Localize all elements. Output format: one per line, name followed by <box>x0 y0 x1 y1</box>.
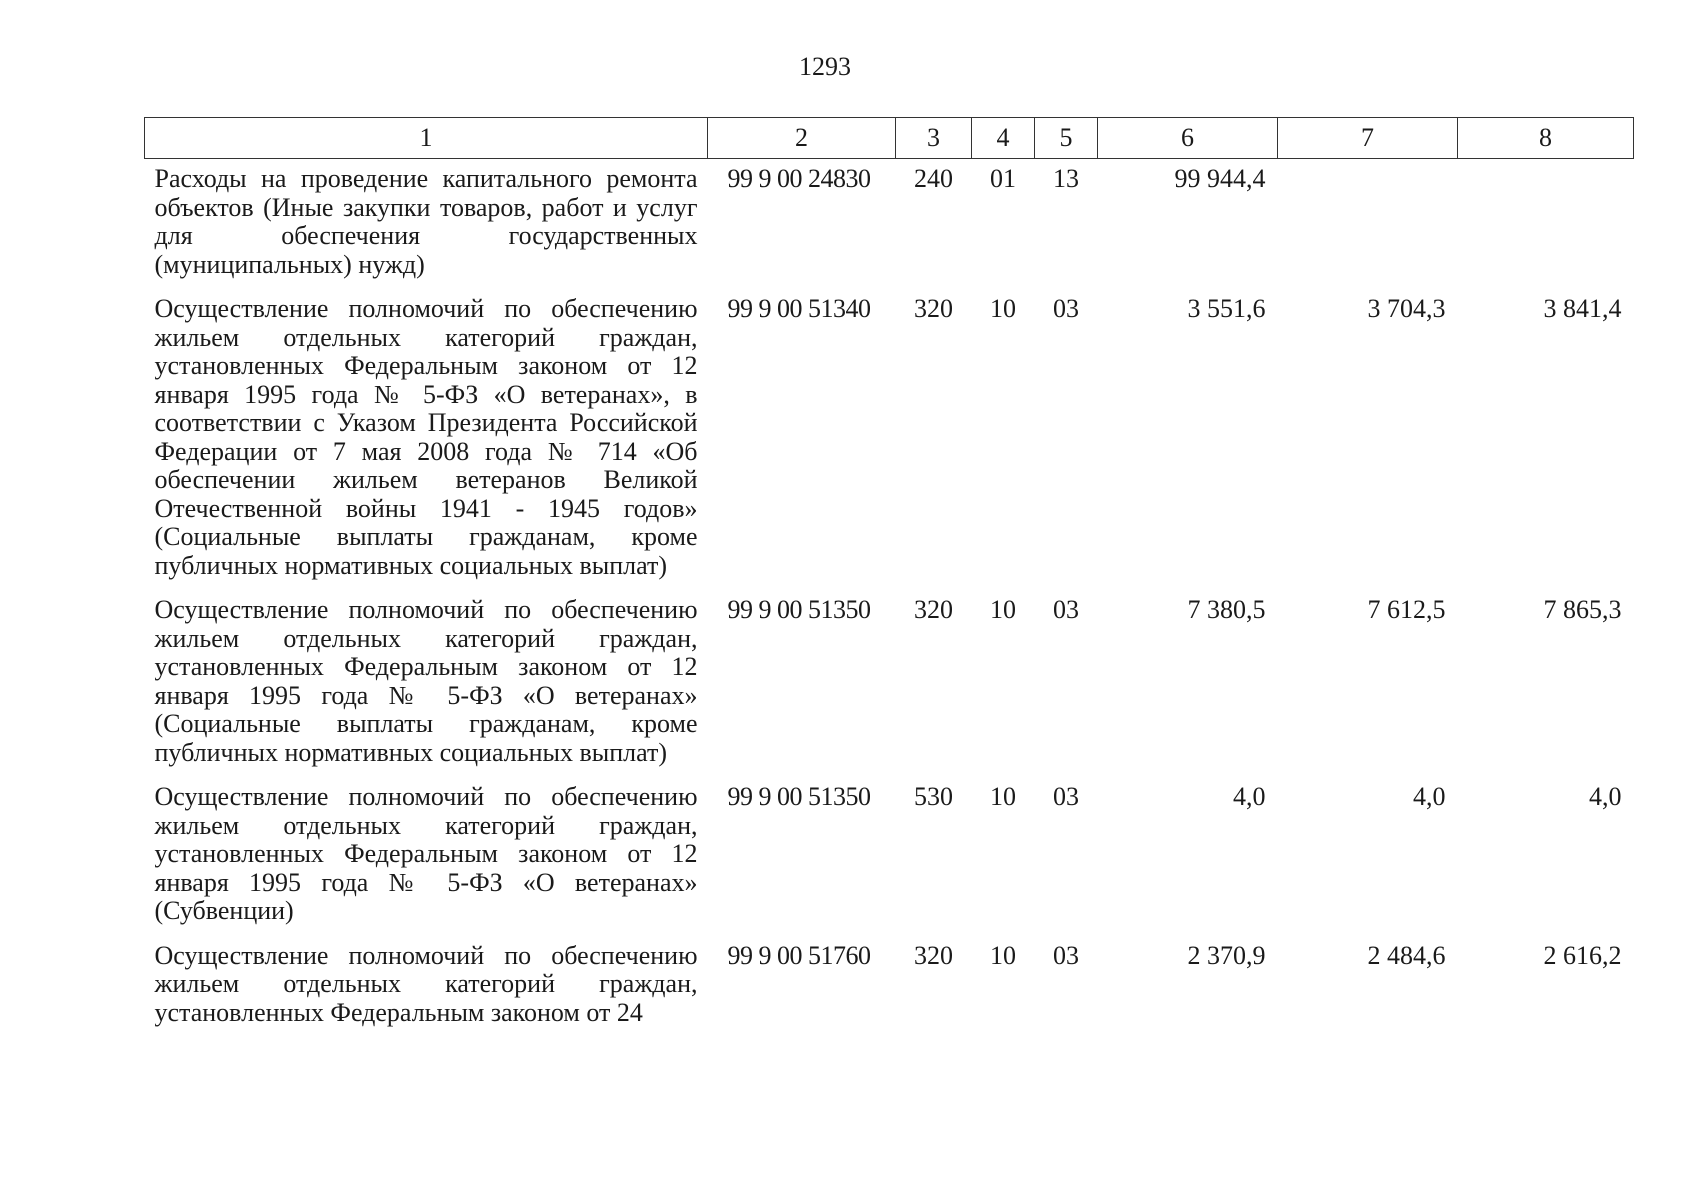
row-amount-col8: 3 841,4 <box>1543 294 1622 323</box>
page-number: 1293 <box>799 52 851 81</box>
column-header: 5 <box>1035 118 1098 159</box>
row-subsection: 03 <box>1053 595 1079 624</box>
row-target-code: 99 9 00 51760 <box>727 940 871 970</box>
column-header: 1 <box>145 118 708 159</box>
table-row <box>145 159 1634 290</box>
row-amount-col6: 2 370,9 <box>1187 940 1266 970</box>
row-amount-col8: 4,0 <box>1589 782 1622 811</box>
row-description: Осуществление полномочий по обеспечению жильем отдельных категорий граждан, установленных Федеральным законом от 24 <box>154 940 698 1027</box>
column-header: 4 <box>972 118 1035 159</box>
row-subsection: 13 <box>1053 164 1079 193</box>
row-section: 10 <box>990 940 1016 970</box>
table-row <box>145 289 1634 590</box>
row-description: Осуществление полномочий по обеспечению жильем отдельных категорий граждан, установленных Федеральным законом от 12 января 1995 года № 5-ФЗ «О ветеранах» (Субвенции) <box>154 782 698 925</box>
row-amount-col6: 99 944,4 <box>1174 164 1266 193</box>
column-header: 2 <box>708 118 896 159</box>
row-expense-type: 320 <box>914 940 953 970</box>
row-expense-type: 320 <box>914 294 953 323</box>
row-section: 10 <box>990 595 1016 624</box>
column-header: 7 <box>1278 118 1458 159</box>
row-section: 10 <box>990 782 1016 811</box>
row-section: 01 <box>990 164 1016 193</box>
row-amount-col7: 4,0 <box>1413 782 1446 811</box>
row-expense-type: 530 <box>914 782 953 811</box>
column-header: 8 <box>1458 118 1634 159</box>
row-subsection: 03 <box>1053 782 1079 811</box>
row-description: Расходы на проведение капитального ремонта объектов (Иные закупки товаров, работ и услуг для обеспечения государственных (муниципальных) нужд) <box>154 164 698 279</box>
row-expense-type: 320 <box>914 595 953 624</box>
row-amount-col7: 3 704,3 <box>1367 294 1446 323</box>
table-row <box>145 936 1634 1038</box>
table-header-row <box>145 118 1634 159</box>
row-description: Осуществление полномочий по обеспечению жильем отдельных категорий граждан, установленных Федеральным законом от 12 января 1995 года № 5-ФЗ «О ветеранах», в соответствии с Указом Президента Российской Федерации от 7 мая 2008 года № 714 «Об обеспечении жильем ветеранов Великой Отечественной войны 1941 - 1945 годов» (Социальные выплаты гражданам, кроме публичных нормативных социальных выплат) <box>154 294 698 580</box>
row-description: Осуществление полномочий по обеспечению жильем отдельных категорий граждан, установленных Федеральным законом от 12 января 1995 года № 5-ФЗ «О ветеранах» (Социальные выплаты гражданам, кроме публичных нормативных социальных выплат) <box>154 595 698 767</box>
table-row <box>145 590 1634 777</box>
row-subsection: 03 <box>1053 940 1079 970</box>
row-amount-col6: 3 551,6 <box>1187 294 1266 323</box>
row-amount-col6: 4,0 <box>1233 782 1266 811</box>
row-expense-type: 240 <box>914 164 953 193</box>
row-target-code: 99 9 00 24830 <box>727 164 871 193</box>
row-target-code: 99 9 00 51350 <box>727 595 871 624</box>
row-amount-col8: 7 865,3 <box>1543 595 1622 624</box>
row-section: 10 <box>990 294 1016 323</box>
row-amount-col7: 7 612,5 <box>1367 595 1446 624</box>
row-amount-col8: 2 616,2 <box>1543 940 1622 970</box>
row-amount-col8 <box>1458 159 1634 290</box>
row-amount-col6: 7 380,5 <box>1187 595 1266 624</box>
row-target-code: 99 9 00 51350 <box>727 782 871 811</box>
budget-table <box>144 117 1634 1037</box>
row-subsection: 03 <box>1053 294 1079 323</box>
row-target-code: 99 9 00 51340 <box>727 294 871 323</box>
row-amount-col7 <box>1278 159 1458 290</box>
row-amount-col7: 2 484,6 <box>1367 940 1446 970</box>
column-header: 6 <box>1098 118 1278 159</box>
table-row <box>145 777 1634 936</box>
column-header: 3 <box>896 118 972 159</box>
